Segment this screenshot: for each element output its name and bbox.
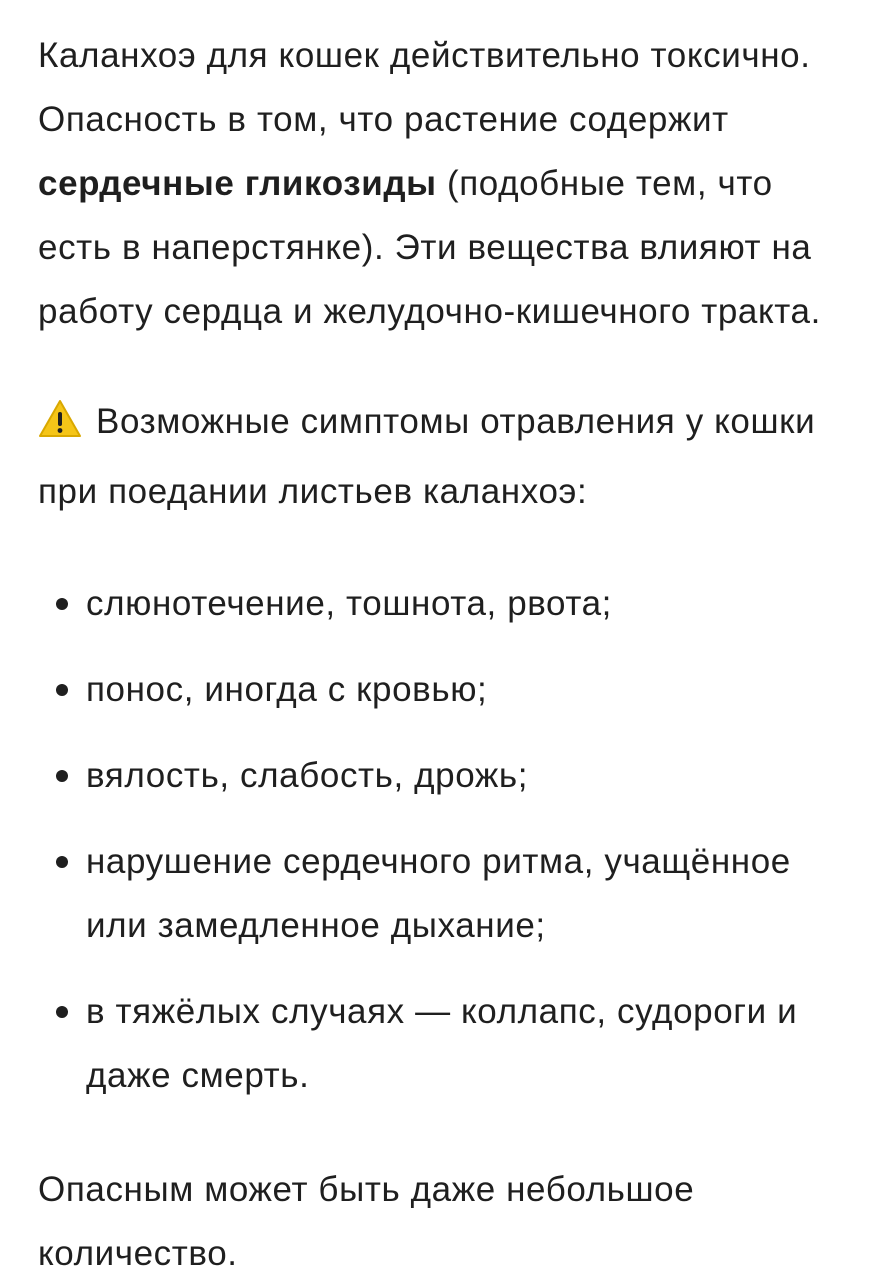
conclusion-paragraph: Опасным может быть даже небольшое количество. [38,1170,695,1273]
bullet-icon [56,598,68,610]
list-item [38,658,846,722]
list-item [38,744,846,808]
list-item [38,572,846,636]
bullet-icon [56,1006,68,1018]
intro-text-end: (подобные тем, что есть в наперстянке). Эти вещества влияют на работу сердца и желудочно-кишечного тракта. [38,164,821,331]
bullet-icon [56,770,68,782]
warning-text: Возможные симптомы отравления у кошки при поедании листьев каланхоэ: [38,402,816,511]
message-content [38,24,846,1286]
list-item-text: понос, иногда с кровью; [86,670,488,709]
symptoms-list [38,572,846,1108]
warning-icon [38,396,82,460]
list-item [38,980,846,1108]
list-item [38,830,846,958]
intro-paragraph [38,24,846,344]
warning-paragraph [38,390,846,524]
list-item-text: слюнотечение, тошнота, рвота; [86,584,612,623]
list-item-text: вялость, слабость, дрожь; [86,756,529,795]
intro-text-start: Каланхоэ для кошек действительно токсично. Опасность в том, что растение содержит [38,36,811,139]
list-item-text: в тяжёлых случаях — коллапс, судороги и даже смерть. [86,992,798,1095]
list-item-text: нарушение сердечного ритма, учащённое или замедленное дыхание; [86,842,791,945]
bullet-icon [56,856,68,868]
intro-bold-term: сердечные гликозиды [38,164,437,203]
bullet-icon [56,684,68,696]
